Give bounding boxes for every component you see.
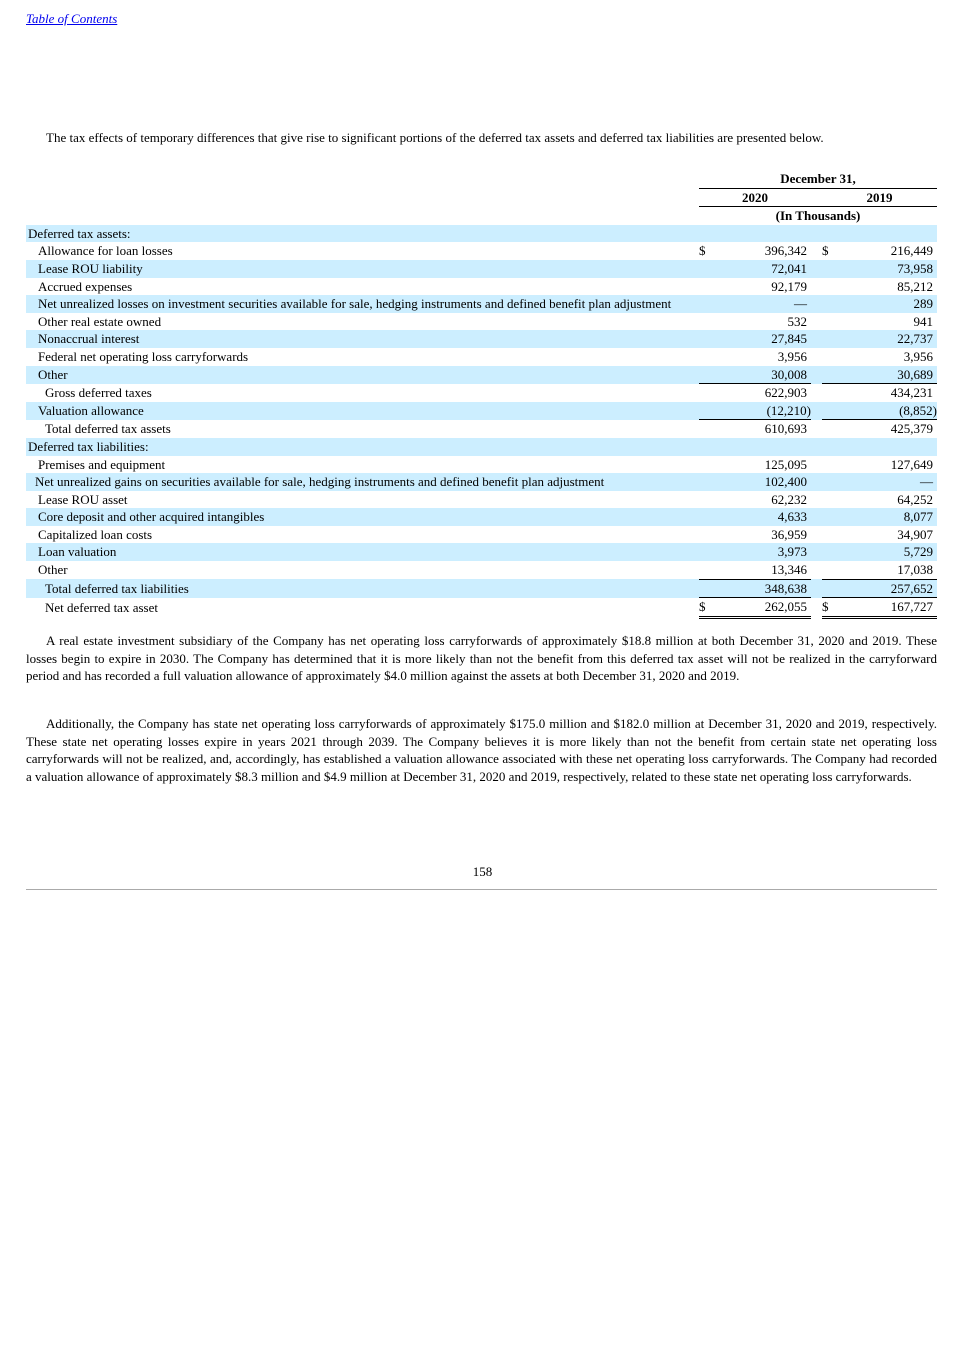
- value-2020: 125,095: [764, 456, 807, 472]
- value-2020: 4,633: [719, 508, 811, 526]
- row-label: Net deferred tax asset: [45, 599, 158, 615]
- table-row-total: [26, 598, 937, 618]
- table-row: [26, 242, 937, 260]
- value-2019: 127,649: [890, 456, 934, 472]
- currency-symbol: $: [822, 243, 829, 259]
- table-row: [26, 579, 937, 598]
- value-2020: (12,210): [719, 402, 811, 420]
- paragraph-nol-subsidiary: A real estate investment subsidiary of the Company has net operating loss carryforwards of approximately $18.8 million at both December 31, 2020 and 2019. These losses begin to expire in 2030. The Company has determined that it is more likely than not the benefit from this deferred tax asset will not be realized in the carryforward period and has recorded a full valuation allowance of approximately $4.0 million against the assets at both December 31, 2020 and 2019.: [26, 633, 937, 683]
- table-row: [26, 526, 937, 544]
- table-row: [26, 225, 937, 243]
- footer-divider: [26, 889, 937, 890]
- row-label: Accrued expenses: [38, 278, 133, 294]
- table-row: [26, 420, 937, 438]
- table-row: [26, 348, 937, 366]
- value-2020: 36,959: [771, 526, 807, 542]
- table-row: [26, 402, 937, 420]
- value-2020: 3,956: [777, 348, 807, 364]
- header-row-years: [26, 188, 937, 207]
- col-2020-header: 2020: [699, 188, 811, 207]
- value-2020: —: [719, 295, 811, 313]
- table-row: [26, 438, 937, 456]
- table-row: [26, 260, 937, 278]
- row-label: Lease ROU asset: [38, 491, 128, 507]
- value-2019: 5,729: [842, 543, 937, 561]
- header-row-period: [26, 170, 937, 188]
- row-label: Core deposit and other acquired intangibles: [26, 508, 698, 526]
- value-2019: 216,449: [890, 243, 934, 259]
- deferred-tax-table: [26, 170, 937, 619]
- row-label: Other: [26, 366, 698, 384]
- row-label: Gross deferred taxes: [45, 384, 152, 400]
- intro-text: The tax effects of temporary differences that give rise to significant portions of the deferred tax assets and deferred tax liabilities are presented below.: [46, 130, 824, 145]
- value-2019: 30,689: [842, 366, 937, 384]
- row-label: Other real estate owned: [38, 313, 162, 329]
- row-label: Federal net operating loss carryforwards: [38, 348, 249, 364]
- value-2019: 8,077: [842, 508, 937, 526]
- table-row: [26, 561, 937, 579]
- value-2019: 289: [842, 295, 937, 313]
- value-2020: 13,346: [719, 561, 811, 579]
- value-2019: 257,652: [842, 579, 937, 598]
- section-heading: Deferred tax assets:: [26, 225, 698, 243]
- value-2019: 22,737: [842, 330, 937, 348]
- units-header: (In Thousands): [775, 208, 861, 224]
- table-row: [26, 456, 937, 474]
- row-label: Nonaccrual interest: [26, 330, 698, 348]
- value-2020: 3,973: [719, 543, 811, 561]
- value-2020: 622,903: [764, 385, 807, 401]
- value-2019: 64,252: [897, 491, 934, 507]
- value-2019: (8,852): [842, 402, 937, 420]
- currency-symbol: $: [822, 598, 842, 618]
- table-of-contents-link[interactable]: Table of Contents: [26, 11, 118, 26]
- value-2019: 434,231: [890, 385, 934, 401]
- col-2019-header: 2019: [822, 188, 937, 207]
- section-heading: Deferred tax liabilities:: [26, 438, 698, 456]
- currency-symbol: $: [699, 243, 706, 259]
- currency-symbol: $: [699, 598, 719, 618]
- value-2019: 85,212: [897, 278, 934, 294]
- value-2020: 396,342: [764, 243, 807, 259]
- value-2020: 72,041: [719, 260, 811, 278]
- value-2019: 167,727: [842, 598, 937, 618]
- table-row: [26, 330, 937, 348]
- value-2020: 102,400: [719, 473, 811, 491]
- row-label: Loan valuation: [26, 543, 698, 561]
- row-label: Total deferred tax assets: [45, 421, 171, 437]
- value-2019: 3,956: [903, 348, 934, 364]
- value-2019: 73,958: [842, 260, 937, 278]
- table-row: [26, 473, 937, 491]
- row-label: Premises and equipment: [38, 456, 166, 472]
- paragraph-state-nol: Additionally, the Company has state net operating loss carryforwards of approximately $175.0 million and $182.0 million at December 31, 2020 and 2019, respectively. These state net operating losses expire in years 2021 through 2039. The Company believes it is more likely than not the benefit from certain state net operating loss carryforwards will not be realized, and, accordingly, has established a valuation allowance associated with these net operating loss carryforwards. The Company had recorded a valuation allowance of approximately $8.3 million and $4.9 million at December 31, 2020 and 2019, respectively, related to these state net operating loss carryforwards.: [26, 716, 937, 784]
- table-row: [26, 278, 937, 296]
- value-2020: 92,179: [771, 278, 807, 294]
- value-2020: 27,845: [719, 330, 811, 348]
- header-row-units: [26, 207, 937, 225]
- value-2020: 30,008: [719, 366, 811, 384]
- row-label: Lease ROU liability: [26, 260, 698, 278]
- table-row: [26, 366, 937, 384]
- table-row: [26, 295, 937, 313]
- table-row: [26, 543, 937, 561]
- value-2020: 532: [787, 313, 807, 329]
- value-2019: 34,907: [897, 526, 934, 542]
- value-2019: —: [842, 473, 937, 491]
- value-2019: 425,379: [890, 421, 934, 437]
- value-2020: 348,638: [719, 579, 811, 598]
- table-row: [26, 313, 937, 331]
- value-2020: 610,693: [764, 421, 807, 437]
- row-label: Capitalized loan costs: [38, 526, 153, 542]
- period-header: December 31,: [699, 170, 937, 188]
- page-number: 158: [472, 864, 493, 879]
- value-2020: 62,232: [771, 491, 807, 507]
- row-label: Valuation allowance: [26, 402, 698, 420]
- value-2020: 262,055: [719, 598, 811, 618]
- row-label: Total deferred tax liabilities: [26, 579, 698, 598]
- row-label: Other: [38, 562, 68, 578]
- row-label: Allowance for loan losses: [38, 243, 173, 259]
- table-row: [26, 384, 937, 402]
- row-label: Net unrealized losses on investment securities available for sale, hedging instruments and defined benefit plan adjustment: [26, 295, 698, 313]
- value-2019: 941: [913, 313, 934, 329]
- value-2019: 17,038: [842, 561, 937, 579]
- row-label: Net unrealized gains on securities available for sale, hedging instruments and defined benefit plan adjustment: [26, 473, 698, 491]
- table-row: [26, 491, 937, 509]
- table-row: [26, 508, 937, 526]
